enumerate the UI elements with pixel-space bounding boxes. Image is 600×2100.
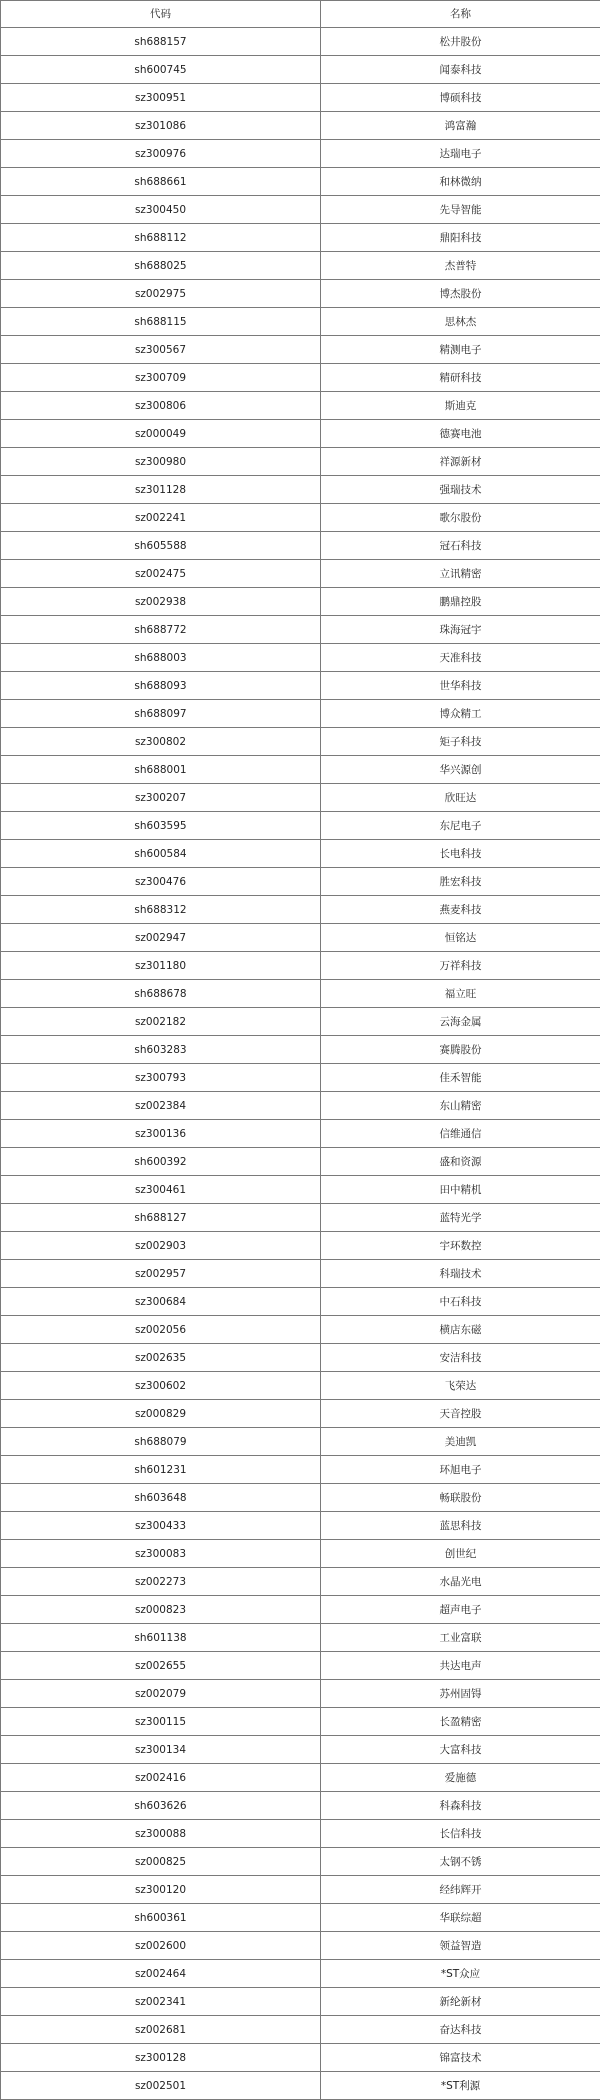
stock-code-cell: sz300136 [1, 1120, 321, 1148]
table-row [1, 1736, 600, 1764]
stock-name-cell: 东尼电子 [321, 812, 600, 840]
stock-code-cell: sz002475 [1, 560, 321, 588]
stock-code-cell: sz300567 [1, 336, 321, 364]
stock-code-cell: sz000825 [1, 1848, 321, 1876]
table-row [1, 336, 600, 364]
table-row [1, 2016, 600, 2044]
table-row [1, 980, 600, 1008]
table-row [1, 1260, 600, 1288]
stock-code-cell: sh688127 [1, 1204, 321, 1232]
stock-code-cell: sh688772 [1, 616, 321, 644]
table-row [1, 1204, 600, 1232]
table-row [1, 588, 600, 616]
stock-code-cell: sh600584 [1, 840, 321, 868]
stock-code-cell: sz300128 [1, 2044, 321, 2072]
stock-name-cell: 闻泰科技 [321, 56, 600, 84]
table-row [1, 1428, 600, 1456]
table-row [1, 140, 600, 168]
stock-name-cell: 科森科技 [321, 1792, 600, 1820]
stock-code-cell: sh603626 [1, 1792, 321, 1820]
table-row [1, 280, 600, 308]
stock-name-cell: 太钢不锈 [321, 1848, 600, 1876]
stock-code-cell: sz002957 [1, 1260, 321, 1288]
stock-name-cell: 田中精机 [321, 1176, 600, 1204]
table-row [1, 476, 600, 504]
stock-name-cell: 德赛电池 [321, 420, 600, 448]
stock-name-cell: 鼎阳科技 [321, 224, 600, 252]
stock-code-cell: sz300083 [1, 1540, 321, 1568]
stock-name-cell: 天音控股 [321, 1400, 600, 1428]
stock-code-cell: sz002501 [1, 2072, 321, 2100]
stock-code-cell: sz300951 [1, 84, 321, 112]
stock-name-cell: 赛腾股份 [321, 1036, 600, 1064]
stock-code-cell: sh688093 [1, 672, 321, 700]
stock-code-cell: sz300088 [1, 1820, 321, 1848]
stock-code-cell: sz000829 [1, 1400, 321, 1428]
table-row [1, 1344, 600, 1372]
stock-name-cell: 锦富技术 [321, 2044, 600, 2072]
stock-code-cell: sh603648 [1, 1484, 321, 1512]
stock-name-cell: 恒铭达 [321, 924, 600, 952]
stock-name-cell: 博硕科技 [321, 84, 600, 112]
table-row [1, 1120, 600, 1148]
stock-code-cell: sz300134 [1, 1736, 321, 1764]
stock-code-cell: sz300120 [1, 1876, 321, 1904]
stock-name-cell: 长盈精密 [321, 1708, 600, 1736]
stock-code-cell: sh600745 [1, 56, 321, 84]
table-row [1, 1316, 600, 1344]
stock-code-cell: sz002681 [1, 2016, 321, 2044]
stock-code-cell: sz002635 [1, 1344, 321, 1372]
table-row [1, 84, 600, 112]
stock-name-cell: 思林杰 [321, 308, 600, 336]
stock-name-cell: 飞荣达 [321, 1372, 600, 1400]
stock-code-cell: sh688025 [1, 252, 321, 280]
stock-name-cell: 和林微纳 [321, 168, 600, 196]
stock-code-cell: sz301180 [1, 952, 321, 980]
stock-name-cell: 横店东磁 [321, 1316, 600, 1344]
table-row [1, 644, 600, 672]
table-row [1, 560, 600, 588]
table-row [1, 1372, 600, 1400]
stock-name-cell: 杰普特 [321, 252, 600, 280]
stock-name-cell: 矩子科技 [321, 728, 600, 756]
table-row [1, 420, 600, 448]
stock-name-cell: 鹏鼎控股 [321, 588, 600, 616]
stock-name-cell: 奋达科技 [321, 2016, 600, 2044]
stock-name-cell: 祥源新材 [321, 448, 600, 476]
table-row [1, 812, 600, 840]
stock-code-cell: sz002903 [1, 1232, 321, 1260]
stock-name-cell: 鸿富瀚 [321, 112, 600, 140]
table-row [1, 700, 600, 728]
table-row [1, 1876, 600, 1904]
stock-name-cell: 领益智造 [321, 1932, 600, 1960]
table-row [1, 896, 600, 924]
table-row [1, 308, 600, 336]
stock-name-cell: 工业富联 [321, 1624, 600, 1652]
stock-code-cell: sz002938 [1, 588, 321, 616]
stock-name-cell: 佳禾智能 [321, 1064, 600, 1092]
stock-code-cell: sh600392 [1, 1148, 321, 1176]
stock-code-cell: sz002975 [1, 280, 321, 308]
table-row [1, 1652, 600, 1680]
stock-code-cell: sz002416 [1, 1764, 321, 1792]
stock-name-cell: *ST众应 [321, 1960, 600, 1988]
stock-code-cell: sz000823 [1, 1596, 321, 1624]
stock-name-cell: 松井股份 [321, 28, 600, 56]
table-row [1, 1148, 600, 1176]
table-row [1, 1820, 600, 1848]
stock-code-cell: sz300976 [1, 140, 321, 168]
table-body [1, 28, 600, 2100]
stock-code-cell: sh688079 [1, 1428, 321, 1456]
stock-code-cell: sz002273 [1, 1568, 321, 1596]
stock-name-cell: 福立旺 [321, 980, 600, 1008]
stock-name-cell: 精测电子 [321, 336, 600, 364]
stock-name-cell: 华联综超 [321, 1904, 600, 1932]
stock-code-cell: sz301128 [1, 476, 321, 504]
stock-code-cell: sz300684 [1, 1288, 321, 1316]
stock-code-cell: sz002341 [1, 1988, 321, 2016]
table-row [1, 784, 600, 812]
stock-code-cell: sh688001 [1, 756, 321, 784]
table-row [1, 924, 600, 952]
table-row [1, 1848, 600, 1876]
table-row [1, 1288, 600, 1316]
column-header-name: 名称 [321, 1, 600, 28]
stock-name-cell: 畅联股份 [321, 1484, 600, 1512]
table-row [1, 1680, 600, 1708]
table-row [1, 1932, 600, 1960]
table-row [1, 1624, 600, 1652]
stock-code-cell: sh688112 [1, 224, 321, 252]
table-row [1, 1400, 600, 1428]
table-row [1, 1960, 600, 1988]
table-row [1, 112, 600, 140]
stock-code-cell: sz300709 [1, 364, 321, 392]
stock-name-cell: 燕麦科技 [321, 896, 600, 924]
stock-name-cell: 信维通信 [321, 1120, 600, 1148]
stock-name-cell: 先导智能 [321, 196, 600, 224]
stock-name-cell: 斯迪克 [321, 392, 600, 420]
stock-name-cell: 胜宏科技 [321, 868, 600, 896]
column-header-code: 代码 [1, 1, 321, 28]
stock-name-cell: 大富科技 [321, 1736, 600, 1764]
table-row [1, 1512, 600, 1540]
stock-code-cell: sh688678 [1, 980, 321, 1008]
stock-name-cell: 天准科技 [321, 644, 600, 672]
stock-name-cell: 云海金属 [321, 1008, 600, 1036]
stock-code-cell: sz300207 [1, 784, 321, 812]
stock-code-cell: sh601231 [1, 1456, 321, 1484]
stock-name-cell: 东山精密 [321, 1092, 600, 1120]
stock-name-cell: 达瑞电子 [321, 140, 600, 168]
table-row [1, 756, 600, 784]
stock-code-cell: sh688115 [1, 308, 321, 336]
table-row [1, 1036, 600, 1064]
table-row [1, 868, 600, 896]
table-row [1, 168, 600, 196]
table-row [1, 1232, 600, 1260]
stock-code-cell: sh688157 [1, 28, 321, 56]
stock-code-cell: sz000049 [1, 420, 321, 448]
stock-name-cell: 蓝思科技 [321, 1512, 600, 1540]
stock-name-cell: 环旭电子 [321, 1456, 600, 1484]
stock-name-cell: 珠海冠宇 [321, 616, 600, 644]
stock-name-cell: 安洁科技 [321, 1344, 600, 1372]
stock-name-cell: 立讯精密 [321, 560, 600, 588]
table-header [1, 1, 600, 28]
stock-name-cell: 共达电声 [321, 1652, 600, 1680]
stock-code-cell: sh605588 [1, 532, 321, 560]
table-row [1, 952, 600, 980]
stock-name-cell: 强瑞技术 [321, 476, 600, 504]
stock-code-cell: sz002947 [1, 924, 321, 952]
stock-name-cell: 长电科技 [321, 840, 600, 868]
stock-name-cell: 新纶新材 [321, 1988, 600, 2016]
table-row [1, 728, 600, 756]
table-row [1, 392, 600, 420]
header-row [1, 1, 600, 28]
stock-code-cell: sz300602 [1, 1372, 321, 1400]
stock-code-cell: sz300806 [1, 392, 321, 420]
stock-name-cell: 超声电子 [321, 1596, 600, 1624]
stock-code-cell: sh688097 [1, 700, 321, 728]
stock-code-cell: sz300802 [1, 728, 321, 756]
stock-name-cell: 盛和资源 [321, 1148, 600, 1176]
stock-name-cell: 世华科技 [321, 672, 600, 700]
stock-code-cell: sz300476 [1, 868, 321, 896]
stock-code-cell: sh603595 [1, 812, 321, 840]
stock-code-cell: sz002056 [1, 1316, 321, 1344]
table-row [1, 672, 600, 700]
table-row [1, 28, 600, 56]
table-row [1, 364, 600, 392]
stock-name-cell: 中石科技 [321, 1288, 600, 1316]
stock-code-cell: sz300115 [1, 1708, 321, 1736]
stock-name-cell: 冠石科技 [321, 532, 600, 560]
table-row [1, 1708, 600, 1736]
stock-code-cell: sh688312 [1, 896, 321, 924]
table-row [1, 1064, 600, 1092]
table-row [1, 448, 600, 476]
table-row [1, 1764, 600, 1792]
stock-name-cell: 博众精工 [321, 700, 600, 728]
stock-name-cell: 欣旺达 [321, 784, 600, 812]
table-row [1, 1540, 600, 1568]
stock-name-cell: *ST利源 [321, 2072, 600, 2100]
stock-name-cell: 蓝特光学 [321, 1204, 600, 1232]
stock-code-cell: sz002182 [1, 1008, 321, 1036]
table-row [1, 1176, 600, 1204]
stock-code-cell: sz002655 [1, 1652, 321, 1680]
table-row [1, 2044, 600, 2072]
stock-code-cell: sh600361 [1, 1904, 321, 1932]
stock-code-cell: sh601138 [1, 1624, 321, 1652]
table-row [1, 56, 600, 84]
table-row [1, 252, 600, 280]
stock-code-cell: sz002600 [1, 1932, 321, 1960]
table-row [1, 1484, 600, 1512]
stock-name-cell: 水晶光电 [321, 1568, 600, 1596]
stock-name-cell: 苏州固锝 [321, 1680, 600, 1708]
stock-code-cell: sz300433 [1, 1512, 321, 1540]
stock-code-cell: sh688661 [1, 168, 321, 196]
table-row [1, 840, 600, 868]
stock-code-cell: sz002241 [1, 504, 321, 532]
stock-name-cell: 爱施德 [321, 1764, 600, 1792]
stock-name-cell: 华兴源创 [321, 756, 600, 784]
stock-code-cell: sz002079 [1, 1680, 321, 1708]
stock-name-cell: 长信科技 [321, 1820, 600, 1848]
stock-code-cell: sz301086 [1, 112, 321, 140]
table-row [1, 1596, 600, 1624]
stock-code-cell: sh688003 [1, 644, 321, 672]
stock-code-cell: sz002464 [1, 1960, 321, 1988]
table-row [1, 1008, 600, 1036]
stock-code-cell: sz300980 [1, 448, 321, 476]
stock-code-cell: sz002384 [1, 1092, 321, 1120]
stock-code-cell: sh603283 [1, 1036, 321, 1064]
table-row [1, 1904, 600, 1932]
table-row [1, 1988, 600, 2016]
stock-name-cell: 经纬辉开 [321, 1876, 600, 1904]
table-row [1, 196, 600, 224]
stock-name-cell: 歌尔股份 [321, 504, 600, 532]
stock-code-cell: sz300461 [1, 1176, 321, 1204]
stock-name-cell: 万祥科技 [321, 952, 600, 980]
stock-name-cell: 科瑞技术 [321, 1260, 600, 1288]
table-row [1, 532, 600, 560]
stock-name-cell: 创世纪 [321, 1540, 600, 1568]
stock-code-cell: sz300450 [1, 196, 321, 224]
table-row [1, 504, 600, 532]
table-row [1, 616, 600, 644]
stock-name-cell: 宇环数控 [321, 1232, 600, 1260]
table-row [1, 224, 600, 252]
table-row [1, 1092, 600, 1120]
table-row [1, 1568, 600, 1596]
table-row [1, 2072, 600, 2100]
table-row [1, 1456, 600, 1484]
table-row [1, 1792, 600, 1820]
stock-code-cell: sz300793 [1, 1064, 321, 1092]
stock-name-cell: 美迪凯 [321, 1428, 600, 1456]
stock-name-cell: 精研科技 [321, 364, 600, 392]
stock-name-cell: 博杰股份 [321, 280, 600, 308]
